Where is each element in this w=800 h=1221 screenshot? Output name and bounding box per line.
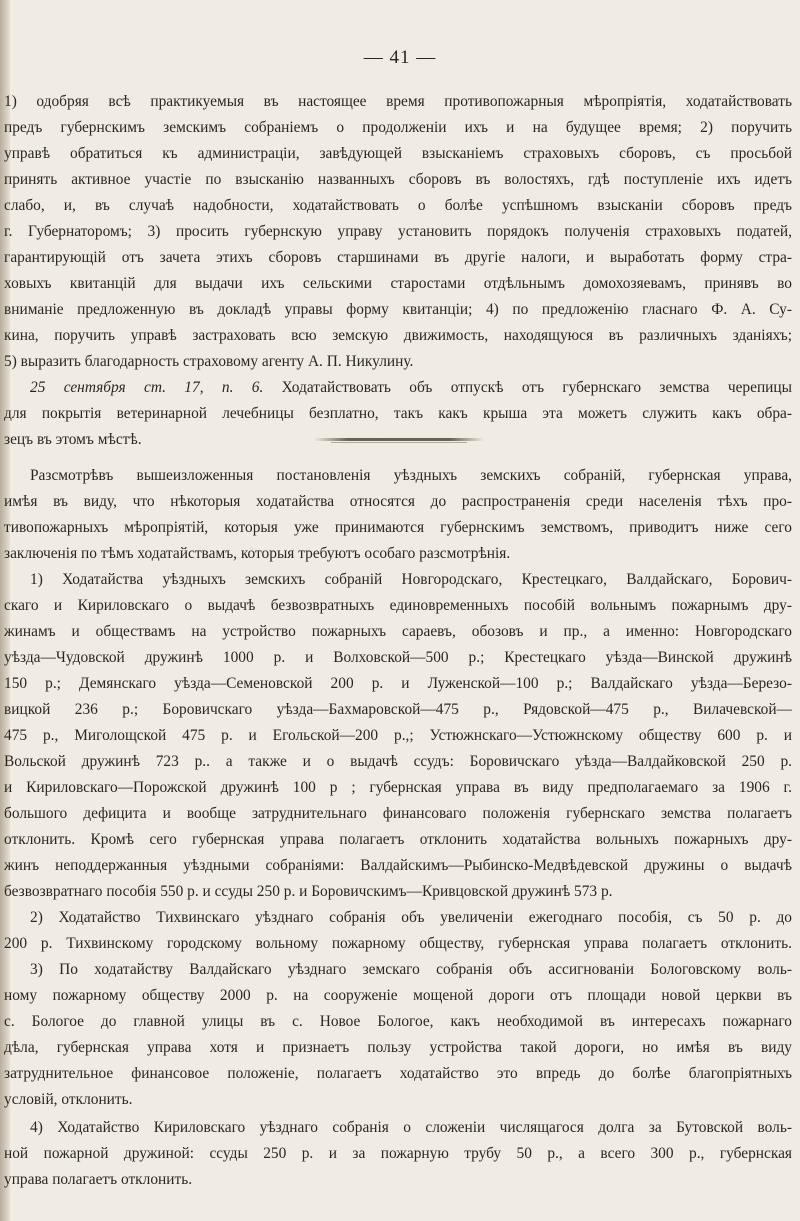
text-line: вниманіе предложенную въ докладѣ управы форму квитанціи; 4) по предложенію гласнаго Ф. А. Су- (4, 301, 792, 318)
text-line: слабо, и, въ случаѣ надобности, ходатайствовать о болѣе успѣшномъ взысканіи сборовъ предъ (4, 197, 792, 214)
text-line: ховыхъ квитанцій для выдачи ихъ сельскими старостами отдѣльнымъ домохозяевамъ, принявъ во (4, 275, 792, 292)
page-number: — 41 — (363, 47, 437, 68)
text-line: условій, отклонить. (4, 1091, 133, 1108)
text-line: безвозвратнаго пособія 550 р. и ссуды 250 р. и Боровичскимъ—Кривцовской дружинѣ 573 р. (4, 883, 613, 900)
text-line: 5) выразить благодарность страховому агенту А. П. Никулину. (4, 353, 414, 370)
text-line: г. Губернаторомъ; 3) просить губернскую управу установить порядокъ полученія страховыхъ податей, (4, 223, 792, 240)
text-line: предъ губернскимъ земскимъ собраніемъ о продолженіи ихъ и на будущее время; 2) поручить (4, 119, 792, 136)
text-line: скаго и Кириловскаго о выдачѣ безвозвратныхъ единовременныхъ пособій вольнымъ пожарнымъ дру- (4, 597, 792, 614)
text-line: жинамъ и обществамъ на устройство пожарныхъ сараевъ, обозовъ и пр., а именно: Новгородскаго (4, 623, 792, 640)
text-line: гарантирующій отъ зачета этихъ сборовъ старшинами въ другіе налоги, и выработать форму стра- (4, 249, 792, 266)
resolution-text: Ходатайствовать объ отпускѣ отъ губернскаго земства черепицы (281, 379, 792, 396)
text-line: дѣла, губернская управа хотя и признаетъ пользу устройства такой дороги, но имѣя въ виду (4, 1039, 792, 1056)
text-line: и Кириловскаго—Порожской дружинѣ 100 р ; губернская управа въ виду предполагаемаго за 1906 г. (4, 779, 792, 796)
text-line: 1) одобряя всѣ практикуемыя въ настоящее время противопожарныя мѣропріятія, ходатайствовать (4, 93, 792, 110)
section-divider (314, 438, 484, 441)
text-line: большого дефицита и вообще затруднительнаго финансоваго положенія губернскаго земства полагаетъ (4, 805, 792, 822)
text-line: заключенія по тѣмъ ходатайствамъ, которыя требуютъ особаго разсмотрѣнія. (4, 545, 511, 562)
text-line: тивопожарныхъ мѣропріятій, которыя уже принимаются губернскимъ земствомъ, приводитъ ниже сего (4, 519, 792, 536)
text-line: кина, поручить управѣ застраховать всю земскую движимость, находящуюся въ различныхъ зданіяхъ; (4, 327, 792, 344)
text-line: ному пожарному обществу 2000 р. на сооруженіе мощеной дороги отъ площади новой церкви въ (4, 987, 792, 1004)
text-line: 150 р.; Демянскаго уѣзда—Семеновской 200 р. и Луженской—100 р.; Валдайскаго уѣзда—Березо- (4, 675, 792, 692)
text-line: принять активное участіе по взысканію названныхъ сборовъ въ волостяхъ, гдѣ поступленіе ихъ идетъ (4, 171, 792, 188)
text-line: зецъ въ этомъ мѣстѣ. (4, 431, 142, 448)
text-line: 3) По ходатайству Валдайскаго уѣзднаго земскаго собранія объ ассигнованіи Бологовскому воль- (30, 961, 792, 978)
text-line: 200 р. Тихвинскому городскому вольному пожарному обществу, губернская управа полагаетъ отклонить. (4, 935, 792, 952)
text-line: с. Бологое до главной улицы въ с. Новое Бологое, какъ необходимой въ интересахъ пожарнаго (4, 1013, 792, 1030)
text-line: 1) Ходатайства уѣздныхъ земскихъ собраній Новгородскаго, Крестецкаго, Валдайскаго, Борович- (30, 571, 792, 588)
resolution-date-ref: 25 сентября ст. 17, п. 6. (30, 379, 264, 396)
text-line: имѣя въ виду, что нѣкоторыя ходатайства относятся до распространенія среди населенія тѣхъ про- (4, 493, 792, 510)
text-line: уѣзда—Чудовской дружинѣ 1000 р. и Волховской—500 р.; Крестецкаго уѣзда—Винской дружинѣ (4, 649, 792, 666)
text-line: 2) Ходатайство Тихвинскаго уѣзднаго собранія объ увеличеніи ежегоднаго пособія, съ 50 р. до (30, 909, 792, 926)
resolution-line (30, 378, 792, 398)
text-line: жинъ неподдержанныя уѣздными собраніями: Валдайскимъ—Рыбинско-Медвѣдевской дружины о выдачѣ (4, 857, 792, 874)
text-line: управа полагаетъ отклонить. (4, 1171, 193, 1188)
text-line: Разсмотрѣвъ вышеизложенныя постановленія уѣздныхъ земскихъ собраній, губернская управа, (30, 467, 792, 484)
text-line: управѣ обратиться къ администраціи, завѣдующей взысканіемъ страховыхъ сборовъ, съ просьбой (4, 145, 792, 162)
text-line: ной пожарной дружиной: ссуды 250 р. и за пожарную трубу 50 р., а всего 300 р., губернская (4, 1145, 792, 1162)
text-line: затруднительное финансовое положеніе, полагаетъ ходатайство это впредь до болѣе благопріятныхъ (4, 1065, 792, 1082)
text-line: вицкой 236 р.; Боровичскаго уѣзда—Бахмаровской—475 р., Рядовской—475 р., Вилачевской— (4, 701, 792, 718)
text-line: 4) Ходатайство Кириловскаго уѣзднаго собранія о сложеніи числящагося долга за Бутовской воль- (30, 1119, 792, 1136)
text-line: отклонить. Кромѣ сего губернская управа полагаетъ отклонить ходатайства вольныхъ пожарныхъ дру- (4, 831, 792, 848)
text-line: для покрытія ветеринарной лечебницы безплатно, такъ какъ крыша эта можетъ служить какъ обра- (4, 405, 792, 422)
text-line: 475 р., Миголощской 475 р. и Егольской—200 р.,; Устюжнскаго—Устюжнскому обществу 600 р. и (4, 727, 792, 744)
text-line: Вольской дружинѣ 723 р.. а также и о выдачѣ ссудъ: Боровичскаго уѣзда—Валдайковской 250 р. (4, 753, 792, 770)
